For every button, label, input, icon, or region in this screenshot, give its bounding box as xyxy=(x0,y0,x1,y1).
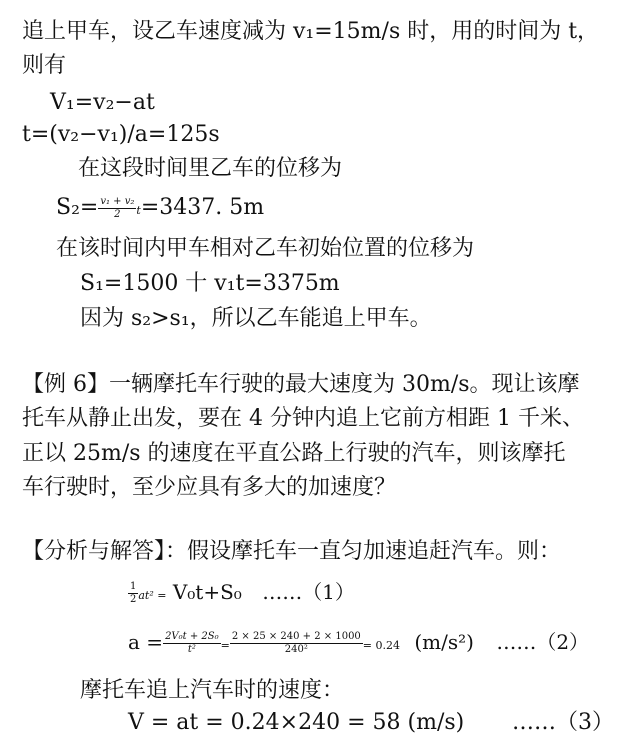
f2-a: a xyxy=(128,630,140,654)
f2-tag: ……（2） xyxy=(496,630,590,654)
f2-numerator2: 2 × 25 × 240 + 2 × 1000 xyxy=(231,631,361,642)
example6-line1: 【例 6】一辆摩托车行驶的最大速度为 30m/s。现让该摩 xyxy=(22,372,580,397)
equation-t: t=(v₂−v₁)/a=125s xyxy=(22,122,220,147)
f2-unit: (m/s²) xyxy=(414,630,474,654)
equation-v: V = at = 0.24×240 = 58 (m/s) xyxy=(128,710,465,735)
equation-v-tag: ……（3） xyxy=(512,710,614,735)
s2-t: t xyxy=(136,204,141,217)
s2-denominator: 2 xyxy=(114,208,121,220)
f2-result: = 0.24 xyxy=(362,639,401,652)
formula-2 xyxy=(128,628,589,660)
f2-numerator1: 2V₀t + 2S₀ xyxy=(165,631,219,642)
f1-fraction xyxy=(128,581,138,606)
f2-denominator2: 240² xyxy=(284,644,308,655)
f2-eq2: = xyxy=(220,639,230,652)
f2-fraction2 xyxy=(230,631,363,656)
equation-s2 xyxy=(56,194,264,225)
example6-line2: 托车从静止出发，要在 4 分钟内追上它前方相距 1 千米、 xyxy=(22,406,584,431)
line-p4: 因为 s₂>s₁，所以乙车能追上甲车。 xyxy=(80,306,432,331)
s2-fraction xyxy=(98,196,136,221)
s2-rhs: =3437. 5m xyxy=(140,195,265,220)
f2-denominator1: t² xyxy=(187,644,196,655)
line-p3: 在该时间内甲车相对乙车初始位置的位移为 xyxy=(56,236,475,261)
equation-v1: V₁=v₂−at xyxy=(50,90,155,115)
line-p2: 在这段时间里乙车的位移为 xyxy=(78,156,343,181)
f1-numerator: 1 xyxy=(130,581,137,592)
analysis-heading: 【分析与解答】：假设摩托车一直匀加速追赶汽车。则： xyxy=(22,539,562,564)
f1-tag: ……（1） xyxy=(262,580,355,604)
example6-line3: 正以 25m/s 的速度在平直公路上行驶的汽车，则该摩托 xyxy=(22,441,566,466)
f1-rhs: V₀t+S₀ xyxy=(172,580,242,604)
f1-denominator: 2 xyxy=(130,594,137,605)
s2-numerator: v₁ + v₂ xyxy=(100,195,135,207)
line-p1a: 追上甲车，设乙车速度减为 v₁=15m/s 时，用的时间为 t， xyxy=(22,19,600,44)
equation-s1: S₁=1500 十 v₁t=3375m xyxy=(80,271,340,296)
example6-line4: 车行驶时，至少应具有多大的加速度？ xyxy=(22,475,397,500)
line-p1b: 则有 xyxy=(22,53,67,78)
f1-at: at² = xyxy=(138,589,167,602)
f2-fraction1 xyxy=(163,631,221,656)
s2-lhs: S₂= xyxy=(56,195,99,220)
f2-eq: = xyxy=(146,630,164,654)
formula-1 xyxy=(128,578,355,610)
line-p5: 摩托车追上汽车时的速度： xyxy=(80,678,345,703)
